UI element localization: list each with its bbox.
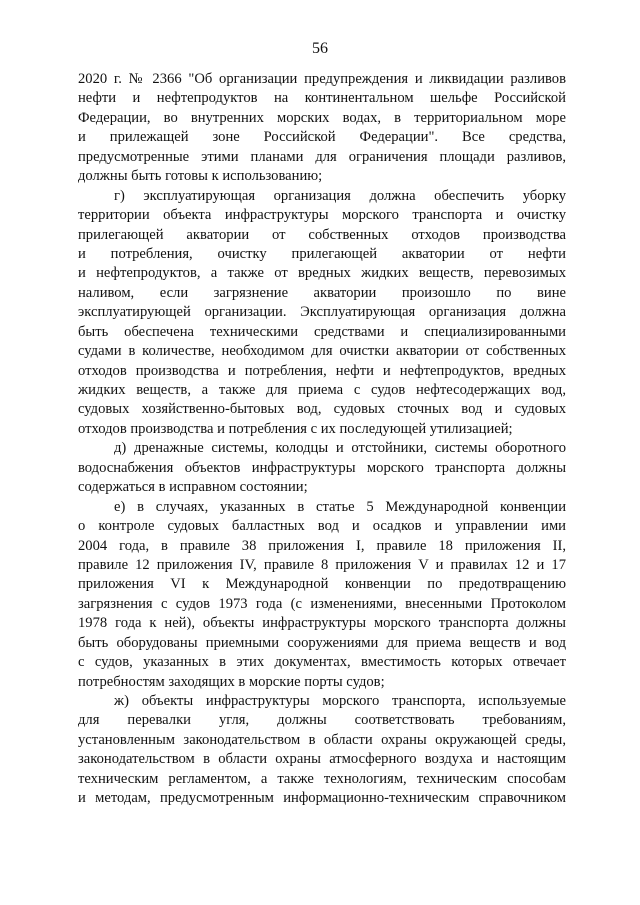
page-number: 56 bbox=[312, 40, 328, 57]
text-line: 1978 года к ней), объекты инфраструктуры морского транспорта должны bbox=[78, 615, 566, 632]
text-line: наливом, если загрязнение акватории произошло по вине bbox=[78, 284, 566, 301]
text-line: и методам, предусмотренным информационно-техническим справочником bbox=[78, 790, 566, 807]
text-line: установленным законодательством в области охраны окружающей среды, bbox=[78, 731, 566, 748]
text-line: 2020 г. № 2366 "Об организации предупреждения и ликвидации разливов bbox=[78, 71, 566, 87]
text-line: законодательством в области охраны атмосферного воздуха и настоящим bbox=[78, 751, 566, 768]
text-line: быть обеспечена техническими средствами и специализированными bbox=[78, 323, 566, 340]
text-line: приложения VI к Международной конвенции по предотвращению bbox=[78, 576, 566, 593]
text-line: и потребления, очистку прилегающей акватории от нефти bbox=[78, 245, 566, 262]
text-line: отходов производства и потребления, нефти и нефтепродуктов, вредных bbox=[78, 362, 566, 379]
text-line: г) эксплуатирующая организация должна обеспечить уборку bbox=[114, 187, 566, 204]
document-text-body bbox=[78, 70, 566, 809]
text-line: е) в случаях, указанных в статье 5 Международной конвенции bbox=[114, 498, 566, 515]
text-line: жидких веществ, а также для приема с судов нефтесодержащих вод, bbox=[78, 382, 566, 398]
text-line: быть оборудованы приемными сооружениями для приема веществ и вод bbox=[78, 634, 566, 651]
text-line: территории объекта инфраструктуры морского транспорта и очистку bbox=[78, 207, 566, 224]
text-line: техническим регламентом, а также технологиям, техническим способам bbox=[78, 770, 566, 787]
text-line: ж) объекты инфраструктуры морского транспорта, используемые bbox=[114, 693, 566, 709]
text-line: прилегающей акватории от собственных отходов производства bbox=[78, 226, 566, 243]
text-line: судами в количестве, необходимом для очистки акватории от собственных bbox=[78, 343, 566, 360]
text-line: правиле 12 приложения IV, правиле 8 приложения V и правилах 12 и 17 bbox=[78, 556, 566, 573]
text-line: нефти и нефтепродуктов на континентальном шельфе Российской bbox=[78, 90, 566, 107]
text-line: для перевалки угля, должны соответствовать требованиям, bbox=[78, 712, 566, 729]
text-line: загрязнения с судов 1973 года (с изменениями, внесенными Протоколом bbox=[78, 595, 566, 612]
text-line: должны быть готовы к использованию; bbox=[78, 168, 323, 185]
text-line: 2004 года, в правиле 38 приложения I, правиле 18 приложения II, bbox=[78, 537, 566, 554]
text-line: д) дренажные системы, колодцы и отстойники, системы оборотного bbox=[114, 440, 566, 457]
text-line: и нефтепродуктов, а также от вредных жидких веществ, перевозимых bbox=[78, 265, 566, 282]
text-line: Федерации, во внутренних морских водах, в территориальном море bbox=[78, 109, 566, 126]
text-line: эксплуатирующей организации. Эксплуатирующая организация должна bbox=[78, 304, 566, 321]
text-line: потребностям заходящих в морские порты судов; bbox=[78, 673, 385, 690]
text-line: о контроле судовых балластных вод и осадков и управлении ими bbox=[78, 518, 566, 535]
text-line: с судов, указанных в этих документах, вместимость которых отвечает bbox=[78, 654, 566, 671]
text-line: и прилежащей зоне Российской Федерации". Все средства, bbox=[78, 129, 566, 146]
text-line: предусмотренные этими планами для ограничения площади разливов, bbox=[78, 148, 566, 165]
text-line: судовых хозяйственно-бытовых вод, судовых сточных вод и судовых bbox=[78, 401, 566, 418]
text-line: содержаться в исправном состоянии; bbox=[78, 479, 308, 496]
text-line: отходов производства и потребления с их последующей утилизацией; bbox=[78, 420, 513, 437]
text-line: водоснабжения объектов инфраструктуры морского транспорта должны bbox=[78, 459, 566, 476]
